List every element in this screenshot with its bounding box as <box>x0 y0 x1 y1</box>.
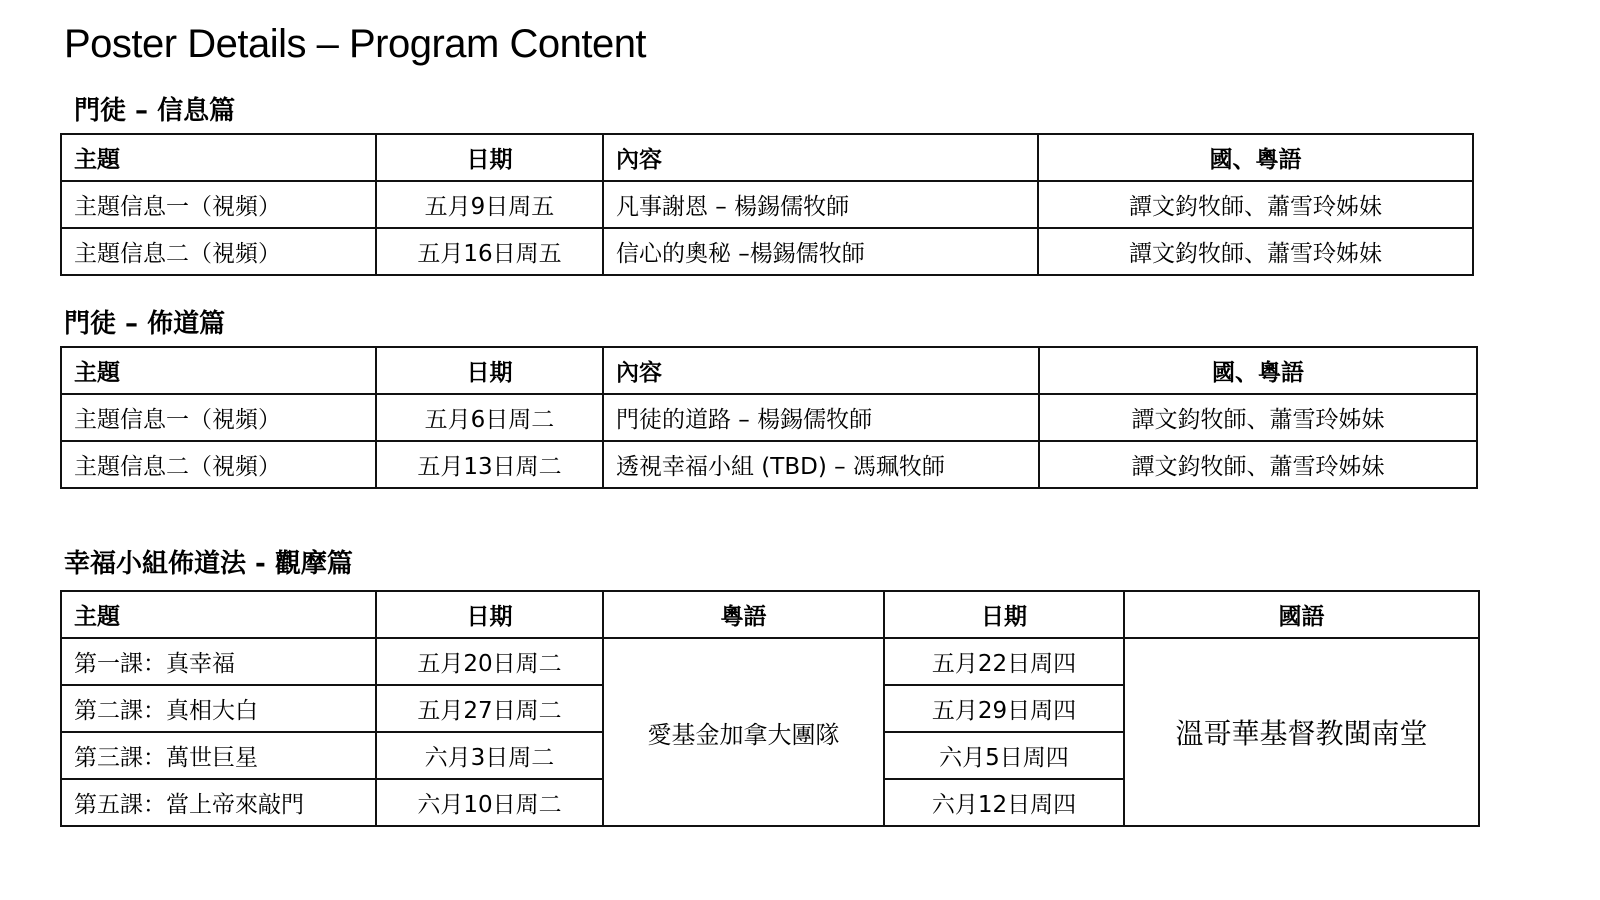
cell-date-mandarin: 六月12日周四 <box>884 779 1124 826</box>
cell-date: 五月6日周二 <box>376 394 603 441</box>
table-row <box>61 181 1473 228</box>
cell-language: 譚文鈞牧師、蕭雪玲姊妹 <box>1039 394 1477 441</box>
cell-date: 六月3日周二 <box>376 732 603 779</box>
table-row <box>61 228 1473 275</box>
cell-lesson: 第三課：萬世巨星 <box>61 732 376 779</box>
cell-language: 譚文鈞牧師、蕭雪玲姊妹 <box>1038 181 1473 228</box>
header-date: 日期 <box>376 591 603 638</box>
cell-date: 五月27日周二 <box>376 685 603 732</box>
cell-lesson: 第一課：真幸福 <box>61 638 376 685</box>
header-date: 日期 <box>376 347 603 394</box>
cell-topic: 主題信息一（視頻） <box>61 181 376 228</box>
header-language: 國、粵語 <box>1039 347 1477 394</box>
cell-date-mandarin: 五月22日周四 <box>884 638 1124 685</box>
table-header-row <box>61 134 1473 181</box>
cell-date-mandarin: 六月5日周四 <box>884 732 1124 779</box>
section-title-message: 門徒 – 信息篇 <box>74 96 236 126</box>
table-header-row <box>61 347 1477 394</box>
cell-content: 信心的奧秘 –楊錫儒牧師 <box>603 228 1038 275</box>
table-row <box>61 441 1477 488</box>
cell-date: 五月13日周二 <box>376 441 603 488</box>
section-title-evangelism: 門徒 – 佈道篇 <box>64 309 226 339</box>
observation-table <box>60 590 1480 827</box>
section-title-observation: 幸福小組佈道法 - 觀摩篇 <box>64 549 353 579</box>
cell-topic: 主題信息二（視頻） <box>61 441 376 488</box>
mandarin-team-cell: 溫哥華基督教閩南堂 <box>1124 638 1479 826</box>
header-date-mandarin: 日期 <box>884 591 1124 638</box>
header-topic: 主題 <box>61 591 376 638</box>
table-row <box>61 638 1479 685</box>
cell-content: 門徒的道路 – 楊錫儒牧師 <box>603 394 1039 441</box>
cell-date: 六月10日周二 <box>376 779 603 826</box>
cell-date: 五月20日周二 <box>376 638 603 685</box>
page-title: Poster Details – Program Content <box>64 22 647 66</box>
cell-lesson: 第二課：真相大白 <box>61 685 376 732</box>
cell-lesson: 第五課：當上帝來敲門 <box>61 779 376 826</box>
cell-date: 五月16日周五 <box>376 228 603 275</box>
table-row <box>61 394 1477 441</box>
evangelism-table <box>60 346 1478 489</box>
cell-content: 凡事謝恩 – 楊錫儒牧師 <box>603 181 1038 228</box>
header-topic: 主題 <box>61 134 376 181</box>
cell-topic: 主題信息一（視頻） <box>61 394 376 441</box>
cell-date: 五月9日周五 <box>376 181 603 228</box>
cell-content: 透視幸福小組 (TBD) – 馮珮牧師 <box>603 441 1039 488</box>
cell-topic: 主題信息二（視頻） <box>61 228 376 275</box>
header-mandarin: 國語 <box>1124 591 1479 638</box>
message-table <box>60 133 1474 276</box>
header-language: 國、粵語 <box>1038 134 1473 181</box>
header-cantonese: 粵語 <box>603 591 884 638</box>
cell-date-mandarin: 五月29日周四 <box>884 685 1124 732</box>
cantonese-team-cell: 愛基金加拿大團隊 <box>603 638 884 826</box>
cell-language: 譚文鈞牧師、蕭雪玲姊妹 <box>1039 441 1477 488</box>
cell-language: 譚文鈞牧師、蕭雪玲姊妹 <box>1038 228 1473 275</box>
table-header-row <box>61 591 1479 638</box>
header-topic: 主題 <box>61 347 376 394</box>
header-date: 日期 <box>376 134 603 181</box>
header-content: 內容 <box>603 347 1039 394</box>
header-content: 內容 <box>603 134 1038 181</box>
